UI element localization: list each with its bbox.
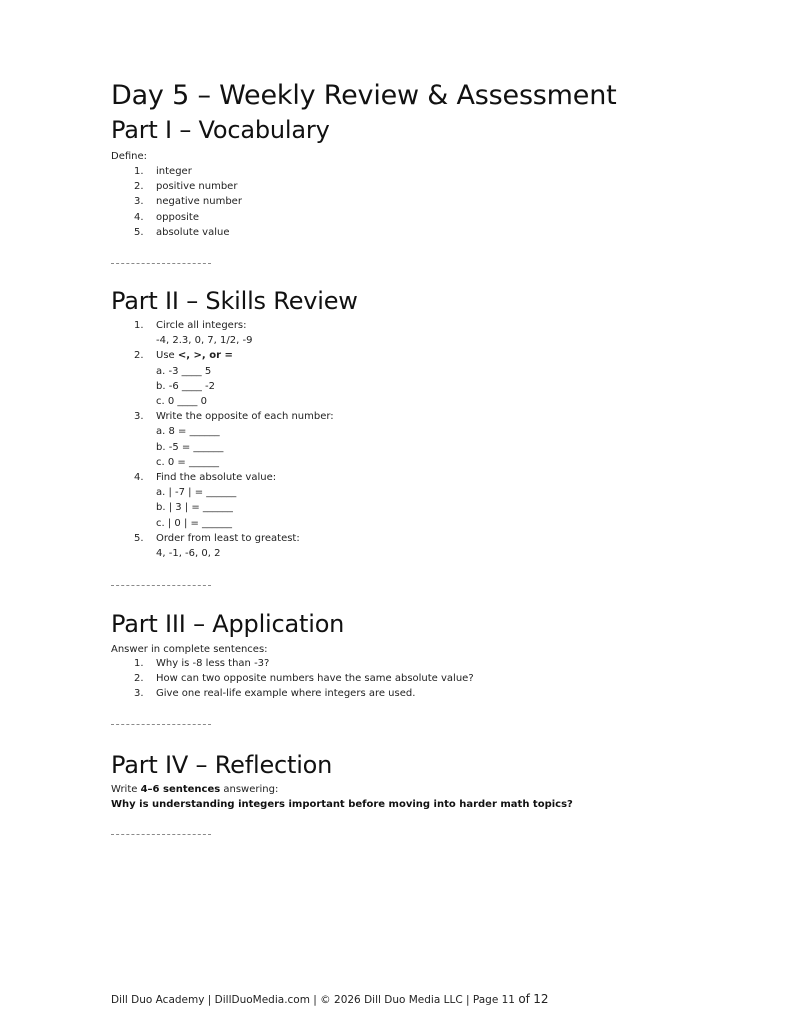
sub-question: c. 0 = ______: [156, 456, 219, 468]
footer-total-pages: 12: [533, 992, 549, 1006]
list-number: 2.: [134, 181, 144, 193]
question-text: Write the opposite of each number:: [156, 411, 334, 423]
list-text: opposite: [156, 211, 199, 223]
list-number: 4.: [134, 211, 144, 223]
list-number: 2.: [134, 350, 144, 362]
sub-question: c. 0 ____ 0: [156, 396, 207, 408]
sub-question: b. | 3 | = ______: [156, 502, 233, 514]
list-text: absolute value: [156, 226, 230, 238]
list-text: Why is -8 less than -3?: [156, 658, 270, 669]
skills-review-item: [111, 318, 334, 333]
skills-review-item: [111, 531, 334, 546]
reflection-question-text: Why is understanding integers important before moving into harder math topics?: [111, 799, 573, 810]
page-footer: [111, 992, 549, 1006]
sub-question: a. 8 = ______: [156, 426, 220, 438]
vocabulary-item: [111, 179, 242, 194]
part3-intro: Answer in complete sentences:: [111, 644, 268, 655]
question-text: Circle all integers:: [156, 320, 247, 331]
skills-review-list: [111, 318, 334, 561]
list-number: 3.: [134, 196, 144, 208]
list-text: positive number: [156, 181, 238, 193]
part3-heading: Part III – Application: [111, 610, 345, 638]
sub-question: 4, -1, -6, 0, 2: [156, 548, 221, 560]
part1-heading: Part I – Vocabulary: [111, 116, 330, 144]
application-list: [111, 656, 474, 702]
list-text: Give one real-life example where integers are used.: [156, 688, 416, 700]
application-question: [111, 656, 474, 671]
sub-question: a. -3 ____ 5: [156, 365, 212, 377]
vocabulary-item: [111, 194, 242, 209]
page-title: Day 5 – Weekly Review & Assessment: [111, 80, 617, 111]
part4-heading: Part IV – Reflection: [111, 751, 333, 779]
question-text: Use: [156, 350, 178, 362]
list-number: 2.: [134, 673, 144, 685]
list-number: 4.: [134, 472, 144, 484]
list-number: 3.: [134, 411, 144, 423]
vocabulary-item: [111, 225, 242, 240]
section-divider: [111, 585, 211, 586]
part4-intro: [111, 783, 278, 797]
list-number: 5.: [134, 532, 144, 544]
question-bold-text: <, >, or =: [177, 350, 233, 362]
sub-question: c. | 0 | = ______: [156, 517, 233, 529]
list-number: 1.: [134, 658, 144, 669]
question-text: Order from least to greatest:: [156, 532, 300, 544]
footer-text: Dill Duo Academy | DillDuoMedia.com | © 2026 Dill Duo Media LLC | Page 11: [111, 994, 519, 1006]
sub-question: b. -6 ____ -2: [156, 380, 216, 392]
part1-intro: Define:: [111, 151, 148, 162]
sub-question: b. -5 = ______: [156, 441, 224, 453]
part4-intro-prefix: Write: [111, 784, 141, 795]
application-question: [111, 671, 474, 686]
sub-question: a. | -7 | = ______: [156, 487, 237, 499]
list-text: integer: [156, 166, 192, 177]
list-number: 3.: [134, 688, 144, 700]
sub-question: -4, 2.3, 0, 7, 1/2, -9: [156, 335, 253, 347]
vocabulary-item: [111, 164, 242, 179]
vocabulary-list: [111, 164, 242, 240]
reflection-question: [111, 798, 573, 812]
skills-review-item: [111, 470, 334, 485]
vocabulary-item: [111, 210, 242, 225]
section-divider: [111, 724, 211, 725]
footer-of: of: [518, 992, 530, 1006]
list-number: 1.: [134, 320, 144, 331]
part4-intro-bold: 4–6 sentences: [140, 784, 221, 795]
skills-review-item: [111, 348, 334, 363]
part4-intro-suffix: answering:: [220, 784, 279, 795]
application-question: [111, 686, 474, 701]
part2-heading: Part II – Skills Review: [111, 287, 358, 315]
list-number: 1.: [134, 166, 144, 177]
question-text: Find the absolute value:: [156, 472, 277, 484]
list-text: How can two opposite numbers have the same absolute value?: [156, 673, 474, 685]
skills-review-item: [111, 409, 334, 424]
section-divider: [111, 263, 211, 264]
list-number: 5.: [134, 226, 144, 238]
section-divider: [111, 834, 211, 835]
list-text: negative number: [156, 196, 242, 208]
